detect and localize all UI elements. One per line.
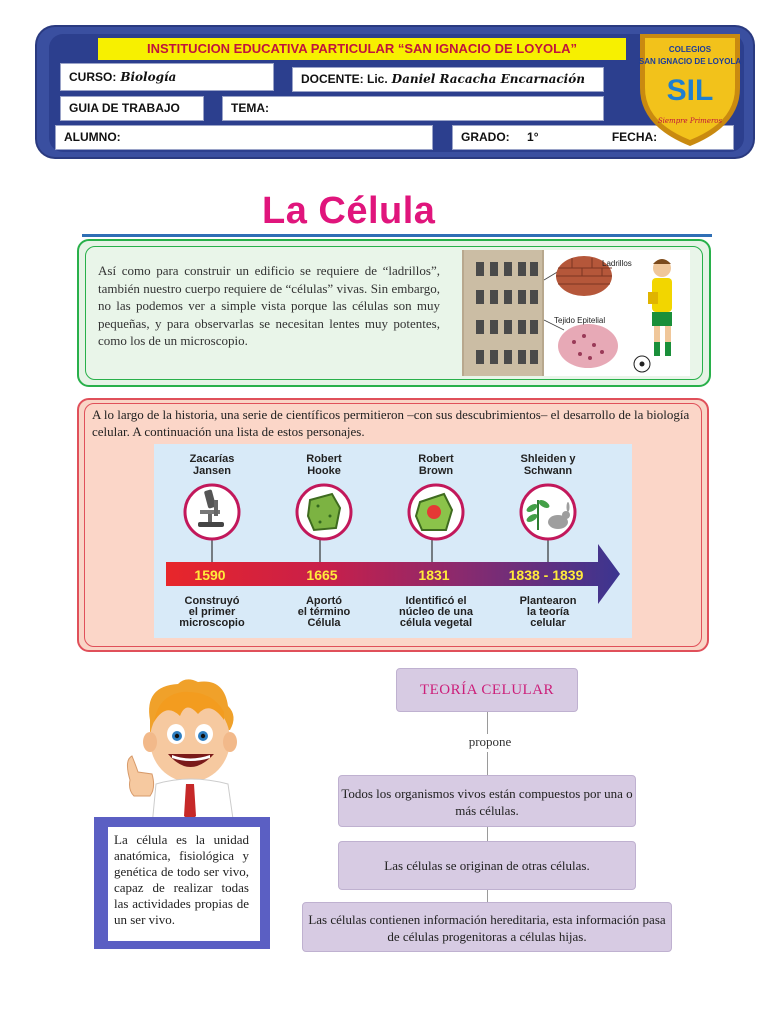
desc-2-line-1: Aportó [305,595,343,607]
desc-1-line-2: el primer [188,606,236,618]
history-paragraph: A lo largo de la historia, una serie de científicos permitieron –con sus descubrimientos– el desarrollo de la biología celular. A continuación una lista de estos personajes. [92,407,690,439]
desc-1-line-1: Construyó [184,595,240,607]
concept-map-title: TEORÍA CELULAR [396,668,578,712]
desc-3-line-3: célula vegetal [399,617,473,629]
plant-cell-icon [308,494,340,530]
concept-map-item-1: Todos los organismos vivos están compuestos por una o más células. [338,775,636,827]
desc-4-line-3: celular [530,617,566,629]
alumno-field[interactable] [55,125,433,150]
desc-2-line-2: el término [297,606,351,618]
alumno-label: ALUMNO: [64,130,121,144]
docente-value: Daniel Racacha Encarnación [391,72,585,86]
page-title: La Célula [262,190,436,232]
scientist-2-name-line-2: Hooke [307,465,341,477]
logo-top-text: COLEGIOS [668,45,712,54]
concept-map-item-3: Las células contienen información hereditaria, esta información pasa de células progenitoras a células hijas. [302,902,672,952]
logo-motto-text: Siempre Primeros [657,117,723,125]
scientist-1-name-line-2: Jansen [193,465,231,477]
concept-map-connector [487,827,488,841]
grado-value: 1° [527,130,539,144]
desc-1-line-3: microscopio [179,617,245,629]
scientist-2-name-line-1: Robert [306,453,342,465]
school-name-banner: INSTITUCION EDUCATIVA PARTICULAR “SAN IGNACIO DE LOYOLA” [98,38,626,60]
building-cells-illustration [462,250,690,376]
fecha-label: FECHA: [611,130,658,144]
school-logo [632,28,748,150]
concept-map-connector [487,890,488,902]
scientist-1-name-line-1: Zacarías [189,453,235,465]
tissue-label: Tejido Epitelial [554,316,606,325]
curso-field [60,63,274,91]
desc-4-line-1: Plantearon [519,595,577,607]
cell-history-timeline [154,444,632,638]
concept-map-connector-label: propone [468,734,512,749]
title-divider [82,234,712,237]
intro-paragraph: Así como para construir un edificio se requiere de “ladrillos”, también nuestro cuerpo requiere de “células” vivas. Sin embargo, no las podemos ver a simple vista porque las células son muy pequeñas, y para observarlas se necesitan lentes muy potentes, como los de un microscopio. [98,263,440,348]
docente-label: DOCENTE: Lic. [301,72,388,86]
desc-2-line-3: Célula [307,617,341,629]
guia-label: GUIA DE TRABAJO [69,101,180,115]
logo-name-text: SAN IGNACIO DE LOYOLA [638,57,742,66]
scientist-3-name-line-2: Brown [418,465,454,477]
concept-map-connector [487,752,488,775]
bricks-label: Ladrillos [602,259,632,268]
year-3: 1831 [418,567,450,583]
curso-value: Biología [120,70,177,84]
cell-definition: La célula es la unidad anatómica, fisiológica y genética de todo ser vivo, capaz de realizar todas las actividades propias de un ser vivo. [114,832,249,927]
desc-4-line-2: la teoría [526,606,570,618]
tema-field[interactable] [222,96,604,121]
year-4: 1838 - 1839 [508,567,584,583]
concept-map-item-2: Las células se originan de otras células. [338,841,636,890]
cartoon-boy-illustration [120,676,262,826]
guia-field [60,96,204,121]
concept-map-connector [487,712,488,734]
curso-label: CURSO: [69,70,117,84]
desc-3-line-1: Identificó el [405,595,467,607]
year-1: 1590 [194,567,226,583]
scientist-4-name-line-2: Schwann [523,465,573,477]
desc-3-line-2: núcleo de una [399,606,473,618]
tema-label: TEMA: [231,101,269,115]
year-2: 1665 [306,567,338,583]
logo-mark-text: SIL [666,74,714,107]
docente-field [292,67,604,92]
grado-label: GRADO: [461,130,510,144]
scientist-3-name-line-1: Robert [418,453,454,465]
scientist-4-name-line-1: Shleiden y [520,453,576,465]
